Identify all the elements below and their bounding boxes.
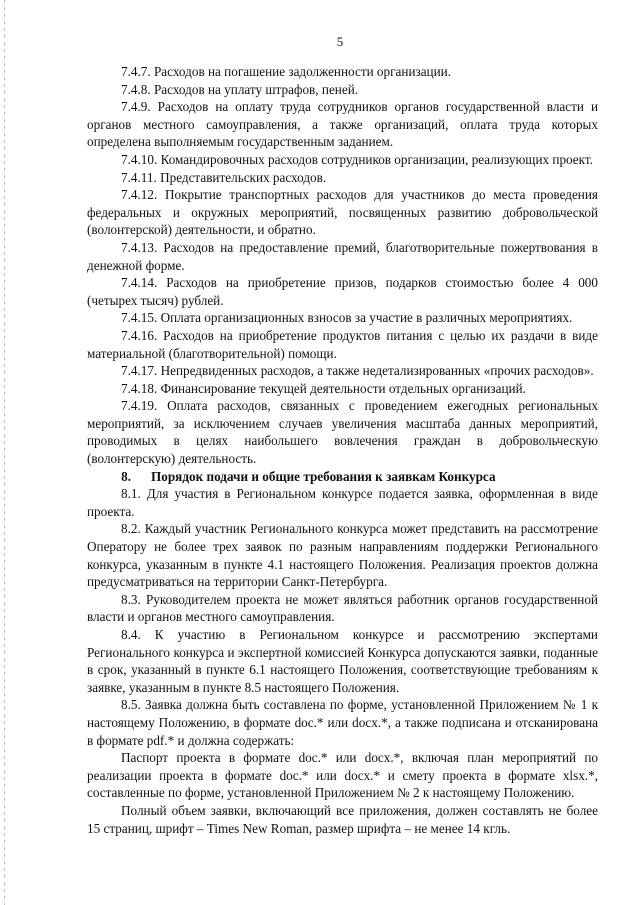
section-heading [87, 468, 598, 486]
section-title: Порядок подачи и общие требования к заявкам Конкурса [151, 468, 496, 484]
document-body [87, 63, 598, 837]
paragraph-8-4: 8.4. К участию в Региональном конкурсе и рассмотрению экспертами Регионального конкурса и экспертной комиссией Конкурса допускаются заявки, поданные в срок, указанный в пункте 6.1 настоящего Положения, соответствующие требованиям к заявке, указанным в пункте 8.5 настоящего Положения. [87, 627, 598, 695]
paragraph-8-5: 8.5. Заявка должна быть составлена по форме, установленной Приложением № 1 к настоящему Положению, в формате doc.* или docx.*, а также подписана и отсканирована в формате pdf.* и должна содержать: [87, 697, 598, 748]
paragraph-7-4-12: 7.4.12. Покрытие транспортных расходов для участников до места проведения федеральных и окружных мероприятий, посвященных развитию добровольческой (волонтерской) деятельности, и обратно. [87, 187, 598, 238]
paragraph-8-1: 8.1. Для участия в Региональном конкурсе подается заявка, оформленная в виде проекта. [87, 486, 598, 519]
paragraph-7-4-7: 7.4.7. Расходов на погашение задолженности организации. [121, 64, 452, 79]
scan-edge [4, 0, 5, 905]
paragraph-7-4-16: 7.4.16. Расходов на приобретение продуктов питания с целью их раздачи в виде материальной (благотворительной) помощи. [87, 327, 598, 361]
page-number: 5 [336, 34, 344, 49]
paragraph-7-4-11: 7.4.11. Представительских расходов. [121, 169, 327, 185]
paragraph-7-4-15: 7.4.15. Оплата организационных взносов за участие в различных мероприятиях. [121, 310, 573, 326]
paragraph-7-4-17: 7.4.17. Непредвиденных расходов, а также недетализированных «прочих расходов». [121, 363, 594, 379]
paragraph-7-4-14: 7.4.14. Расходов на приобретение призов, подарков стоимостью более 4 000 (четырех тысяч) рублей. [87, 275, 598, 308]
paragraph-8-3: 8.3. Руководителем проекта не может являться работник органов государственной власти и органов местного самоуправления. [87, 591, 598, 625]
paragraph-7-4-13: 7.4.13. Расходов на предоставление премий, благотворительные пожертвования в денежной форме. [87, 239, 598, 273]
paragraph-7-4-8: 7.4.8. Расходов на уплату штрафов, пеней. [121, 81, 359, 97]
paragraph-8-5-passport: Паспорт проекта в формате doc.* или docx.*, включая план мероприятий по реализации проекта в формате doc.* или docx.* и смету проекта в формате xlsx.*, составленные по форме, установленной Приложением № 2 к настоящему Положению. [87, 750, 598, 801]
paragraph-8-5-volume: Полный объем заявки, включающий все приложения, должен составлять не более 15 страниц, шрифт – Times New Roman, размер шрифта – не менее 14 кгль. [87, 802, 598, 836]
paragraph-7-4-10: 7.4.10. Командировочных расходов сотрудников организации, реализующих проект. [121, 151, 593, 167]
paragraph-8-2: 8.2. Каждый участник Регионального конкурса может представить на рассмотрение Оператору не более трех заявок по разным направлениям поддержки Регионального конкурса, указанным в пункте 4.1 настоящего Положения. Реализация проектов должна предусматриваться на территории Санкт-Петербурга. [87, 521, 598, 590]
paragraph-7-4-18: 7.4.18. Финансирование текущей деятельности отдельных организаций. [121, 380, 526, 396]
section-number: 8. [121, 468, 131, 484]
paragraph-7-4-19: 7.4.19. Оплата расходов, связанных с проведением ежегодных региональных мероприятий, за исключением случаев увеличения масштаба данных мероприятий, проводимых в целях наибольшего вовлечения граждан в добровольческую (волонтерскую) деятельность. [87, 398, 598, 467]
paragraph-7-4-9: 7.4.9. Расходов на оплату труда сотрудников органов государственной власти и органов местного самоуправления, а также организаций, оплата труда которых определена выполняемым государственным заданием. [87, 99, 598, 150]
